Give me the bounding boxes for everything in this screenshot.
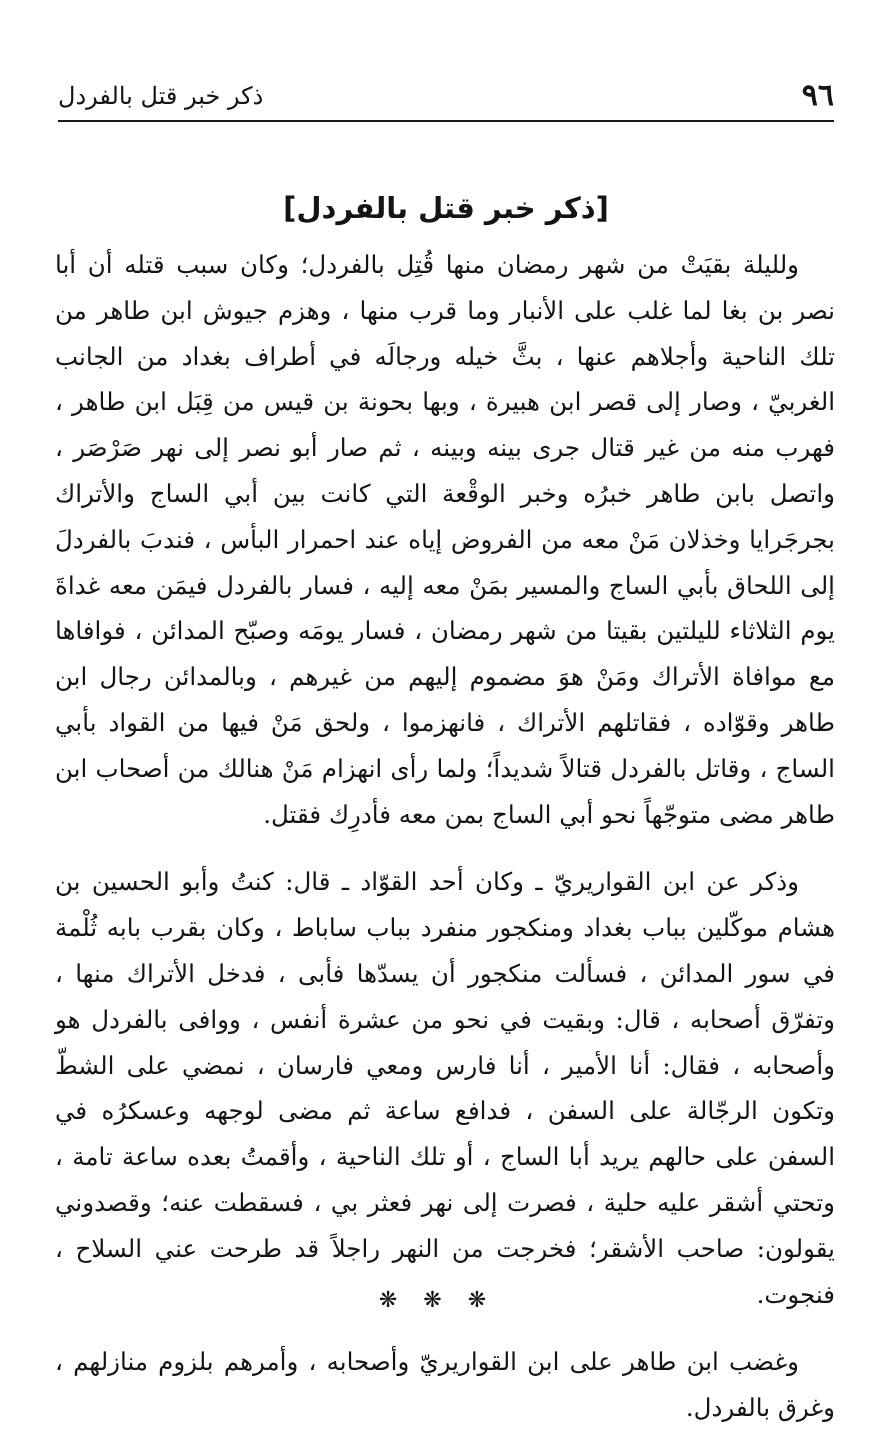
paragraph-2: وذكر عن ابن القواريريّ ـ وكان أحد القوّاد ـ قال: كنتُ وأبو الحسين بن هشام موكّلين بباب بغداد ومنكجور منفرد بباب ساباط ، وكان بقرب بابه ثُلْمة في سور المدائن ، فسألت منكجور أن يسدّها فأبى ، فدخل الأتراك منها ، وتفرّق أصحابه ، قال: وبقيت في نحو من عشرة أنفس ، ووافى بالفردل هو وأصحابه ، فقال: أنا الأمير ، أنا فارس ومعي فارسان ، نمضي على الشطّ وتكون الرجّالة على السفن ، فدافع ساعة ثم مضى لوجهه وعسكرُه في السفن على حالهم يريد أبا الساج ، أو تلك الناحية ، وأقمتُ بعده ساعة تامة ، وتحتي أشقر عليه حلية ، فصرت إلى نهر فعثر بي ، فسقطت عنه؛ وقصدوني يقولون: صاحب الأشقر؛ فخرجت من النهر راجلاً قد طرحت عني السلاح ، فنجوت. [55, 867, 835, 1309]
body-text [55, 242, 835, 1431]
section-end-ornament: ❋❋❋ [378, 1288, 513, 1313]
running-title: ذكر خبر قتل بالفردل [58, 82, 264, 110]
header-rule [58, 120, 834, 122]
paragraph-1: ولليلة بقيَتْ من شهر رمضان منها قُتِل بالفردل؛ وكان سبب قتله أن أبا نصر بن بغا لما غلب على الأنبار وما قرب منها ، وهزم جيوش ابن طاهر من تلك الناحية وأجلاهم عنها ، بثَّ خيله ورجالَه في أطراف بغداد من الجانب الغربيّ ، وصار إلى قصر ابن هبيرة ، وبها بحونة بن قيس من قِبَل ابن طاهر ، فهرب منه من غير قتال جرى بينه وبينه ، ثم صار أبو نصر إلى نهر صَرْصَر ، واتصل بابن طاهر خبرُه وخبر الوقْعة التي كانت بين أبي الساج والأتراك بجرجَرايا وخذلان مَنْ معه من الفروض إياه عند احمرار البأس ، فندبَ بالفردلَ إلى اللحاق بأبي الساج والمسير بمَنْ معه إليه ، فسار بالفردل فيمَن معه غداةَ يوم الثلاثاء لليلتين بقيتا من شهر رمضان ، فسار يومَه وصبّح المدائن ، فوافاها مع موافاة الأتراك ومَنْ هوَ مضموم إليهم من غيرهم ، وبالمدائن رجال ابن طاهر وقوّاده ، فقاتلهم الأتراك ، فانهزموا ، ولحق مَنْ فيها من القواد بأبي الساج ، وقاتل بالفردل قتالاً شديداً؛ ولما رأى انهزام مَنْ هنالك من أصحاب ابن طاهر مضى متوجّهاً نحو أبي الساج بمن معه فأدرِك فقتل. [55, 250, 835, 829]
running-header [58, 78, 834, 118]
section-title: [ذكر خبر قتل بالفردل] [283, 191, 609, 225]
page-number: ٩٦ [801, 78, 834, 113]
paragraph-3: وغضب ابن طاهر على ابن القواريريّ وأصحابه ، وأمرهم بلزوم منازلهم ، وغرق بالفردل. [55, 1347, 835, 1423]
